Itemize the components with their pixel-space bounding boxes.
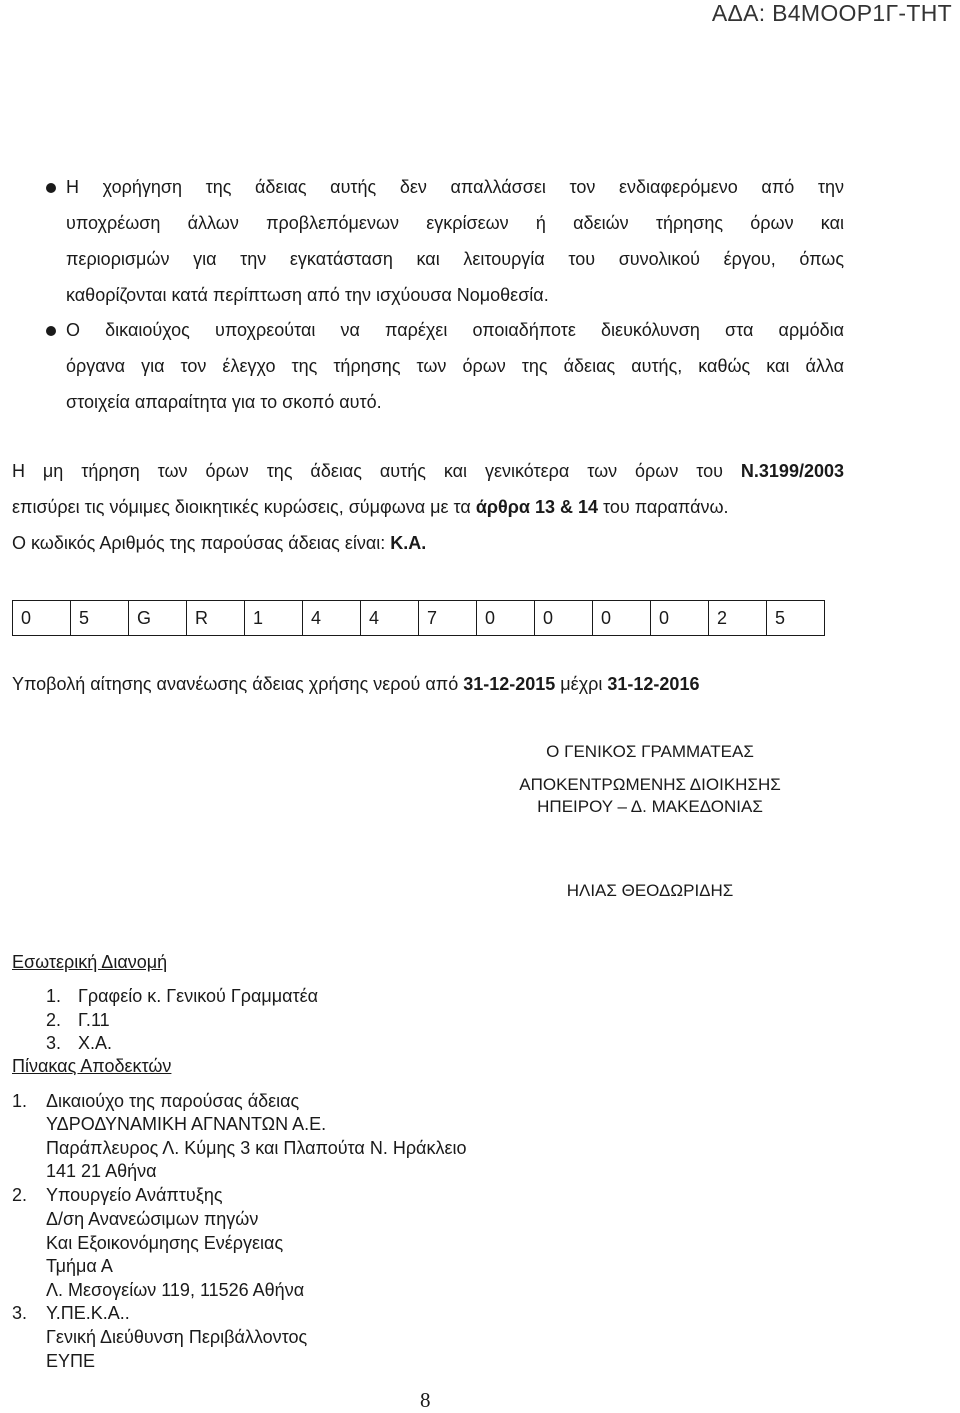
bullet-line: περιορισμών για την εγκατάσταση και λειτουργία του συνολικού έργου, όπως bbox=[66, 249, 844, 269]
code-digit: 0 bbox=[477, 601, 535, 636]
recipient-line: ΕΥΠΕ bbox=[46, 1351, 96, 1371]
bullet-icon bbox=[46, 183, 56, 193]
code-digit: 7 bbox=[419, 601, 477, 636]
renewal-line: Υποβολή αίτησης ανανέωσης άδειας χρήσης νερού από 31-12-2015 μέχρι 31-12-2016 bbox=[12, 674, 700, 694]
renewal-date-to: 31-12-2016 bbox=[607, 674, 700, 694]
code-digit: 5 bbox=[71, 601, 129, 636]
signatory-title: Ο ΓΕΝΙΚΟΣ ΓΡΑΜΜΑΤΕΑΣ bbox=[546, 742, 754, 761]
code-digit: G bbox=[129, 601, 187, 636]
list-item: Γραφείο κ. Γενικού Γραμματέα bbox=[78, 986, 319, 1006]
code-digit: R bbox=[187, 601, 245, 636]
bullet-line: όργανα για τον έλεγχο της τήρησης των όρων της άδειας αυτής, καθώς και άλλα bbox=[66, 356, 844, 376]
code-digit: 0 bbox=[13, 601, 71, 636]
list-item: Χ.Α. bbox=[78, 1033, 113, 1053]
license-code-table bbox=[12, 600, 825, 636]
signatory-org-line-1: ΑΠΟΚΕΝΤΡΩΜΕΝΗΣ ΔΙΟΙΚΗΣΗΣ bbox=[519, 775, 781, 794]
code-digit: 1 bbox=[245, 601, 303, 636]
signatory-name: ΗΛΙΑΣ ΘΕΟΔΩΡΙΔΗΣ bbox=[566, 881, 734, 900]
recipient-line: Δ/ση Ανανεώσιμων πηγών bbox=[46, 1209, 259, 1229]
recipients-heading: Πίνακας Αποδεκτών bbox=[12, 1056, 172, 1076]
code-digit: 0 bbox=[593, 601, 651, 636]
recipient-line: 141 21 Αθήνα bbox=[46, 1161, 157, 1181]
recipient-number: 3. bbox=[12, 1303, 28, 1323]
list-item-number: 1. bbox=[46, 986, 62, 1006]
bullet-line: στοιχεία απαραίτητα για το σκοπό αυτό. bbox=[66, 392, 382, 412]
penalty-line-2: επισύρει τις νόμιμες διοικητικές κυρώσεις, σύμφωνα με τα άρθρα 13 & 14 του παραπάνω. bbox=[12, 497, 729, 517]
recipient-line: Λ. Μεσογείων 119, 11526 Αθήνα bbox=[46, 1280, 305, 1300]
renewal-date-from: 31-12-2015 bbox=[463, 674, 556, 694]
penalty-line-1: Η μη τήρηση των όρων της άδειας αυτής και γενικότερα των όρων του Ν.3199/2003 bbox=[12, 461, 844, 481]
list-item: Γ.11 bbox=[78, 1010, 110, 1030]
code-label: Ο κωδικός Αριθμός της παρούσας άδειας είναι: Κ.Α. bbox=[12, 533, 427, 553]
code-digit: 4 bbox=[303, 601, 361, 636]
page-number: 8 bbox=[420, 1388, 431, 1412]
recipient-line: Δικαιούχο της παρούσας άδειας bbox=[46, 1091, 300, 1111]
code-digit: 5 bbox=[767, 601, 825, 636]
bullet-line: υποχρέωση άλλων προβλεπόμενων εγκρίσεων ή αδειών τήρησης όρων και bbox=[66, 213, 844, 233]
internal-distribution-heading: Εσωτερική Διανομή bbox=[12, 952, 168, 972]
bullet-icon bbox=[46, 326, 56, 336]
law-reference: Ν.3199/2003 bbox=[740, 461, 844, 481]
recipient-line: Υ.ΠΕ.Κ.Α.. bbox=[46, 1303, 130, 1323]
list-item-number: 3. bbox=[46, 1033, 62, 1053]
bullet-line: καθορίζονται κατά περίπτωση από την ισχύουσα Νομοθεσία. bbox=[66, 285, 549, 305]
recipient-line: ΥΔΡΟΔΥΝΑΜΙΚΗ ΑΓΝΑΝΤΩΝ Α.Ε. bbox=[46, 1114, 327, 1134]
recipient-number: 1. bbox=[12, 1091, 28, 1111]
recipient-line: Υπουργείο Ανάπτυξης bbox=[46, 1185, 223, 1205]
code-digit: 2 bbox=[709, 601, 767, 636]
recipient-line: Παράπλευρος Λ. Κύμης 3 και Πλαπούτα Ν. Ηράκλειο bbox=[46, 1138, 467, 1158]
code-digit: 0 bbox=[535, 601, 593, 636]
recipient-number: 2. bbox=[12, 1185, 28, 1205]
list-item-number: 2. bbox=[46, 1010, 62, 1030]
code-digit: 4 bbox=[361, 601, 419, 636]
code-digit: 0 bbox=[651, 601, 709, 636]
recipient-line: Και Εξοικονόμησης Ενέργειας bbox=[46, 1233, 284, 1253]
bullet-line: Ο δικαιούχος υποχρεούται να παρέχει οποιαδήποτε διευκόλυνση στα αρμόδια bbox=[66, 320, 844, 340]
recipient-line: Γενική Διεύθυνση Περιβάλλοντος bbox=[46, 1327, 308, 1347]
ada-code: ΑΔΑ: Β4ΜΟΟΡ1Γ-ΤΗΤ bbox=[711, 0, 952, 26]
recipient-line: Τμήμα Α bbox=[46, 1256, 113, 1276]
signatory-org-line-2: ΗΠΕΙΡΟΥ – Δ. ΜΑΚΕΔΟΝΙΑΣ bbox=[537, 797, 763, 816]
articles-reference: άρθρα 13 & 14 bbox=[475, 497, 598, 517]
bullet-line: Η χορήγηση της άδειας αυτής δεν απαλλάσσει τον ενδιαφερόμενο από την bbox=[66, 177, 844, 197]
